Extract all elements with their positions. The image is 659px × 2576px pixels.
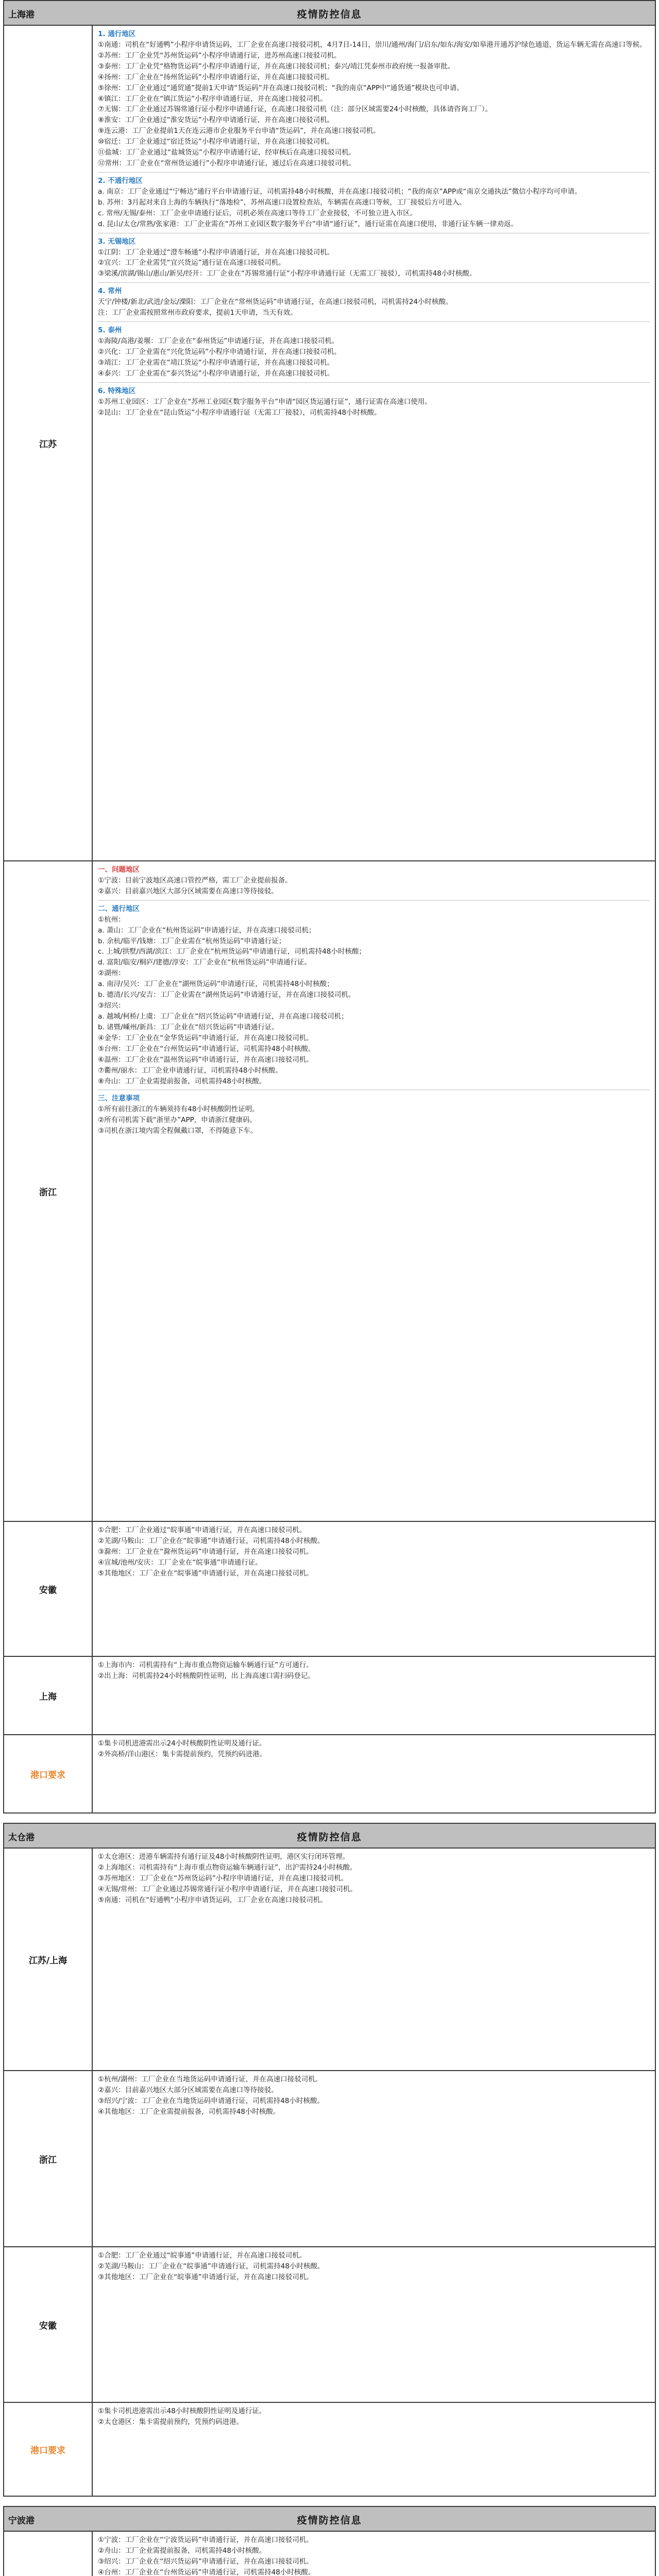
region-row bbox=[4, 2532, 655, 2576]
subheading: 4. 常州 bbox=[98, 287, 122, 296]
info-line: ①上海市内：司机需持有“上海市重点物资运输车辆通行证”方可通行。 bbox=[98, 1661, 313, 1669]
divider bbox=[98, 321, 650, 322]
region-label: 浙江 bbox=[4, 861, 93, 1521]
info-line: ①江阴：工厂企业通过“澄车畅通”小程序申请通行证，并在高速口接驳司机。 bbox=[98, 248, 334, 257]
divider bbox=[98, 172, 650, 173]
region-content bbox=[93, 2403, 655, 2496]
info-line: ②太仓港区：集卡需提前预约，凭预约码进港。 bbox=[98, 2417, 244, 2426]
region-row bbox=[4, 860, 655, 1521]
info-line: c. 常州/无锡/泰州：工厂企业申请通行证后，司机必须在高速口等待工厂企业接驳，不可独立进入市区。 bbox=[98, 209, 417, 217]
info-line: ⑤徐州：工厂企业通过“通贸通”提前1天申请“货运码”并在高速口接驳司机；“我的南京”APP中“通货通”模块也可申请。 bbox=[98, 83, 464, 92]
info-line: ⑤台州：工厂企业在“台州货运码”申请通行证，司机需持48小时核酸。 bbox=[98, 1044, 315, 1053]
region-content bbox=[93, 1657, 655, 1734]
info-line: ⑦无锡：工厂企业通过苏锡常通行证小程序申请通行证，在高速口接驳司机（注：部分区域需要24小时核酸，具体请咨询工厂）。 bbox=[98, 105, 493, 114]
info-line: ③绍兴：工厂企业在“绍兴货运码”申请通行证，并在高速口接驳司机。 bbox=[98, 2557, 313, 2566]
info-line: ④其他地区：工厂企业需提前报备，司机需持48小时核酸。 bbox=[98, 2107, 280, 2116]
info-line: ②芜湖/马鞍山：工厂企业在“皖事通”申请通行证，司机需持48小时核酸。 bbox=[98, 2262, 325, 2270]
info-line: ①合肥：工厂企业通过“皖事通”申请通行证，并在高速口接驳司机。 bbox=[98, 1526, 307, 1534]
region-content bbox=[93, 1849, 655, 2070]
info-line: ④宣城/池州/安庆：工厂企业在“皖事通”申请通行证。 bbox=[98, 1558, 262, 1567]
region-label: 江苏/上海 bbox=[4, 1849, 93, 2070]
info-line: d. 富阳/临安/桐庐/建德/淳安：工厂企业在“杭州货运码”申请通行证。 bbox=[98, 958, 311, 967]
divider bbox=[98, 282, 650, 283]
region-row bbox=[4, 2402, 655, 2496]
info-line: ①苏州工业园区：工厂企业在“苏州工业园区数字服务平台”申请“园区货运通行证”，通行证需在高速口使用。 bbox=[98, 397, 432, 406]
section-header bbox=[4, 1, 655, 26]
region-label: 上海 bbox=[4, 1657, 93, 1734]
subheading: 5. 泰州 bbox=[98, 326, 122, 335]
info-line: ②昆山：工厂企业在“昆山货运”小程序申请通行证（无需工厂接驳），司机需持48小时核酸。 bbox=[98, 408, 381, 417]
section-title: 疫情防控信息 bbox=[297, 9, 362, 20]
info-line: ⑧舟山：工厂企业需提前报备，司机需持48小时核酸。 bbox=[98, 1077, 266, 1086]
info-line: ⑨连云港：工厂企业提前1天在连云港市企业服务平台申请“货运码”，并在高速口接驳司机。 bbox=[98, 127, 380, 135]
info-line: ⑦衢州/丽水：工厂企业申请通行证，司机需持48小时核酸。 bbox=[98, 1066, 282, 1075]
region-content bbox=[93, 2071, 655, 2246]
info-line: ①杭州/湖州：工厂企业在当地货运码申请通行证，并在高速口接驳司机。 bbox=[98, 2075, 323, 2083]
info-line: ②兴化：工厂企业需在“兴化货运码”小程序申请通行证，并在高速口接驳司机。 bbox=[98, 347, 341, 356]
info-line: a. 越城/柯桥/上虞：工厂企业在“绍兴货运码”申请通行证，并在高速口接驳司机； bbox=[98, 1012, 348, 1021]
info-line: ③其他地区：工厂企业在“皖事通”申请通行证，并在高速口接驳司机。 bbox=[98, 2273, 313, 2281]
subheading: 1. 通行地区 bbox=[98, 30, 136, 38]
section-title: 疫情防控信息 bbox=[297, 2515, 362, 2526]
section-title: 疫情防控信息 bbox=[297, 1832, 362, 1843]
info-line: ①杭州： bbox=[98, 915, 125, 924]
info-line: b. 余杭/临平/钱塘：工厂企业需在“杭州货运码”申请通行证； bbox=[98, 937, 286, 945]
info-line: ②上海地区：司机需持有“上海市重点物资运输车辆通行证”，出沪需持24小时核酸。 bbox=[98, 1863, 357, 1872]
info-line: ⑪盐城：工厂企业通过“盐城货运”小程序申请通行证，经审核后在高速口接驳司机。 bbox=[98, 148, 356, 157]
info-line: ⑤南通：司机在“好通鸭”小程序申请货运码，工厂企业在高速口接驳司机。 bbox=[98, 1895, 327, 1904]
info-line: ①合肥：工厂企业通过“皖事通”申请通行证，并在高速口接驳司机。 bbox=[98, 2251, 307, 2260]
section-header bbox=[4, 1824, 655, 1849]
port-section bbox=[3, 2506, 656, 2576]
port-section bbox=[3, 0, 656, 1814]
info-line: b. 诸暨/嵊州/新昌：工厂企业在“绍兴货运码”申请通行证。 bbox=[98, 1023, 279, 1031]
port-name: 太仓港 bbox=[8, 1833, 35, 1843]
info-line: 天宁/钟楼/新北/武进/金坛/溧阳：工厂企业在“常州货运码”申请通行证，在高速口接驳司机，司机需持24小时核酸。 bbox=[98, 298, 453, 307]
info-line: ②湖州： bbox=[98, 969, 125, 978]
info-line: ④无锡/常州：工厂企业通过苏锡常通行证小程序申请通行证，并在高速口接驳司机。 bbox=[98, 1885, 357, 1893]
subheading: 2. 不通行地区 bbox=[98, 176, 143, 185]
subheading: 6. 特殊地区 bbox=[98, 386, 136, 395]
region-content bbox=[93, 861, 655, 1521]
port-name: 上海港 bbox=[8, 10, 35, 20]
info-line: a. 萧山：工厂企业在“杭州货运码”申请通行证，并在高速口接驳司机； bbox=[98, 926, 316, 935]
info-line: ⑫常州：工厂企业在“常州货运通行”小程序申请通行证，通过后在高速口接驳司机。 bbox=[98, 159, 356, 168]
info-line: c. 上城/拱墅/西湖/滨江：工厂企业在“杭州货运码”申请通行证，司机需持48小时核酸； bbox=[98, 947, 366, 956]
region-content bbox=[93, 1522, 655, 1656]
info-line: ①海陵/高港/姜堰：工厂企业在“泰州货运”申请通行证，并在高速口接驳司机。 bbox=[98, 336, 339, 345]
info-line: b. 苏州：3月起对来自上海的车辆执行“落地检”，苏州高速口设置检查站，车辆需在高速口等候，工厂接驳后方可进入。 bbox=[98, 198, 466, 207]
region-label: 安徽 bbox=[4, 2247, 93, 2402]
info-line: ②出上海：司机需持24小时核酸阴性证明，出上海高速口需扫码登记。 bbox=[98, 1671, 315, 1680]
info-line: ①宁波：目前宁波地区高速口管控严格，需工厂企业提前报备。 bbox=[98, 876, 292, 885]
info-line: ④泰兴：工厂企业需在“泰兴货运”小程序申请通行证，并在高速口接驳司机。 bbox=[98, 369, 334, 378]
region-row bbox=[4, 1521, 655, 1656]
region-label: 江苏 bbox=[4, 26, 93, 860]
info-line: a. 南京：工厂企业通过“宁畅达”通行平台申请通行证，司机需持48小时核酸，并在高速口接驳司机；“我的南京”APP或“南京交通执法”微信小程序均可申请。 bbox=[98, 187, 582, 196]
info-line: ④金华：工厂企业在“金华货运码”申请通行证，并在高速口接驳司机。 bbox=[98, 1033, 313, 1042]
info-line: d. 昆山/太仓/常熟/张家港：工厂企业需在“苏州工业园区数字服务平台”申请“通行证”，通行证需在高速口使用，非通行证车辆一律劝返。 bbox=[98, 219, 518, 228]
info-line: ②芜湖/马鞍山：工厂企业在“皖事通”申请通行证，司机需持48小时核酸。 bbox=[98, 1536, 325, 1545]
region-label bbox=[4, 2532, 93, 2576]
info-line: 注：工厂企业需按照常州市政府要求，提前1天申请，当天有效。 bbox=[98, 309, 297, 317]
divider bbox=[98, 382, 650, 383]
info-line: ④扬州：工厂企业在“扬州货运码”小程序申请通行证，并在高速口接驳司机。 bbox=[98, 73, 334, 81]
region-row bbox=[4, 2070, 655, 2246]
region-label: 港口要求 bbox=[4, 1735, 93, 1812]
info-line: ⑥镇江：工厂企业在“镇江货运”小程序申请通行证，并在高速口接驳司机。 bbox=[98, 94, 327, 103]
info-line: ④台州：工厂企业在“台州货运码”申请通行证，司机需持48小时核酸。 bbox=[98, 2568, 315, 2576]
info-line: ③梁溪/滨湖/锡山/惠山/新吴/经开：工厂企业在“苏锡常通行证”小程序申请通行证（无需工厂接驳），司机需持48小时核酸。 bbox=[98, 269, 477, 278]
region-content bbox=[93, 2532, 655, 2576]
region-row bbox=[4, 1734, 655, 1812]
region-content bbox=[93, 26, 655, 860]
region-label: 安徽 bbox=[4, 1522, 93, 1656]
region-label: 港口要求 bbox=[4, 2403, 93, 2496]
info-line: ①集卡司机进港需出示24小时核酸阴性证明及通行证。 bbox=[98, 1739, 266, 1748]
info-line: ⑩宿迁：工厂企业通过“宿迁货运”小程序申请通行证，并在高速口接驳司机。 bbox=[98, 138, 334, 146]
info-line: ②嘉兴：目前嘉兴地区大部分区域需要在高速口等待接驳。 bbox=[98, 887, 278, 895]
info-line: ⑥温州：工厂企业在“温州货运码”申请通行证，并在高速口接驳司机。 bbox=[98, 1055, 313, 1064]
divider bbox=[98, 900, 650, 901]
info-line: ①太仓港区：进港车辆需持有通行证及48小时核酸阴性证明，港区实行闭环管理。 bbox=[98, 1853, 350, 1861]
info-line: ⑧淮安：工厂企业通过“淮安货运”小程序申请通行证，并在高速口接驳司机。 bbox=[98, 116, 334, 125]
subheading: 3. 无锡地区 bbox=[98, 237, 136, 246]
info-line: ③泰州：工厂企业凭“格物货运码”小程序申请通行证，并在高速口接驳司机；泰兴/靖江凭泰州市政府统一报备审批。 bbox=[98, 62, 455, 71]
subheading: 三、注意事项 bbox=[98, 1094, 140, 1103]
subheading: 二、通行地区 bbox=[98, 904, 140, 913]
port-name: 宁波港 bbox=[8, 2516, 35, 2526]
region-row bbox=[4, 26, 655, 860]
region-content bbox=[93, 2247, 655, 2402]
info-line: ②苏州：工厂企业凭“苏州货运码”小程序申请通行证，进苏州高速口接驳司机。 bbox=[98, 51, 341, 60]
info-line: ③绍兴/宁波：工厂企业在当地货运码申请通行证，司机需持48小时核酸。 bbox=[98, 2096, 324, 2105]
info-line: ②舟山：工厂企业需提前报备，司机需持48小时核酸。 bbox=[98, 2546, 266, 2555]
info-line: ①所有前往浙江的车辆须持有48小时核酸阴性证明。 bbox=[98, 1105, 259, 1114]
info-line: ③苏州地区：工厂企业在“苏州货运码”小程序申请通行证，并在高速口接驳司机。 bbox=[98, 1874, 348, 1883]
info-line: ②宜兴：工厂企业需凭“宜兴货运”通行证在高速口接驳司机。 bbox=[98, 259, 285, 267]
info-line: ①集卡司机进港需出示48小时核酸阴性证明及通行证。 bbox=[98, 2407, 266, 2415]
info-line: ①宁波：工厂企业在“宁波货运码”申请通行证，并在高速口接驳司机。 bbox=[98, 2536, 313, 2544]
info-line: ③绍兴： bbox=[98, 1002, 125, 1010]
info-line: ②嘉兴：目前嘉兴地区大部分区域需要在高速口等待接驳。 bbox=[98, 2086, 278, 2094]
info-line: b. 德清/长兴/安吉：工厂企业需在“湖州货运码”申请通行证，并在高速口接驳司机。 bbox=[98, 991, 356, 999]
section-header bbox=[4, 2507, 655, 2532]
info-line: a. 南浔/吴兴：工厂企业在“湖州货运码”申请通行证，司机需持48小时核酸； bbox=[98, 980, 334, 989]
info-line: ①南通：司机在“好通鸭”小程序申请货运码，工厂企业在高速口接驳司机，4月7日-14日，崇川/通州/海门/启东/如东/海安/如皋港开通苏沪绿色通道，货运车辆无需在高速口等候。 bbox=[98, 40, 647, 49]
info-line: ③滁州：工厂企业在“滁州货运码”申请通行证，并在高速口接驳司机。 bbox=[98, 1547, 313, 1556]
info-line: ②所有司机需下载“浙里办”APP，申请浙江健康码。 bbox=[98, 1116, 257, 1125]
region-row bbox=[4, 2246, 655, 2402]
region-content bbox=[93, 1735, 655, 1812]
region-row bbox=[4, 1656, 655, 1734]
info-line: ⑤其他地区：工厂企业在“皖事通”申请通行证，并在高速口接驳司机。 bbox=[98, 1569, 313, 1578]
info-line: ②外高桥/洋山港区：集卡需提前预约，凭预约码进港。 bbox=[98, 1750, 267, 1758]
info-line: ③司机在浙江境内需全程佩戴口罩，不得随意下车。 bbox=[98, 1127, 258, 1136]
region-label: 浙江 bbox=[4, 2071, 93, 2246]
port-section bbox=[3, 1823, 656, 2497]
subheading: 一、问题地区 bbox=[98, 866, 140, 874]
region-row bbox=[4, 1849, 655, 2070]
info-line: ③靖江：工厂企业需在“靖江货运”小程序申请通行证，并在高速口接驳司机。 bbox=[98, 358, 334, 367]
